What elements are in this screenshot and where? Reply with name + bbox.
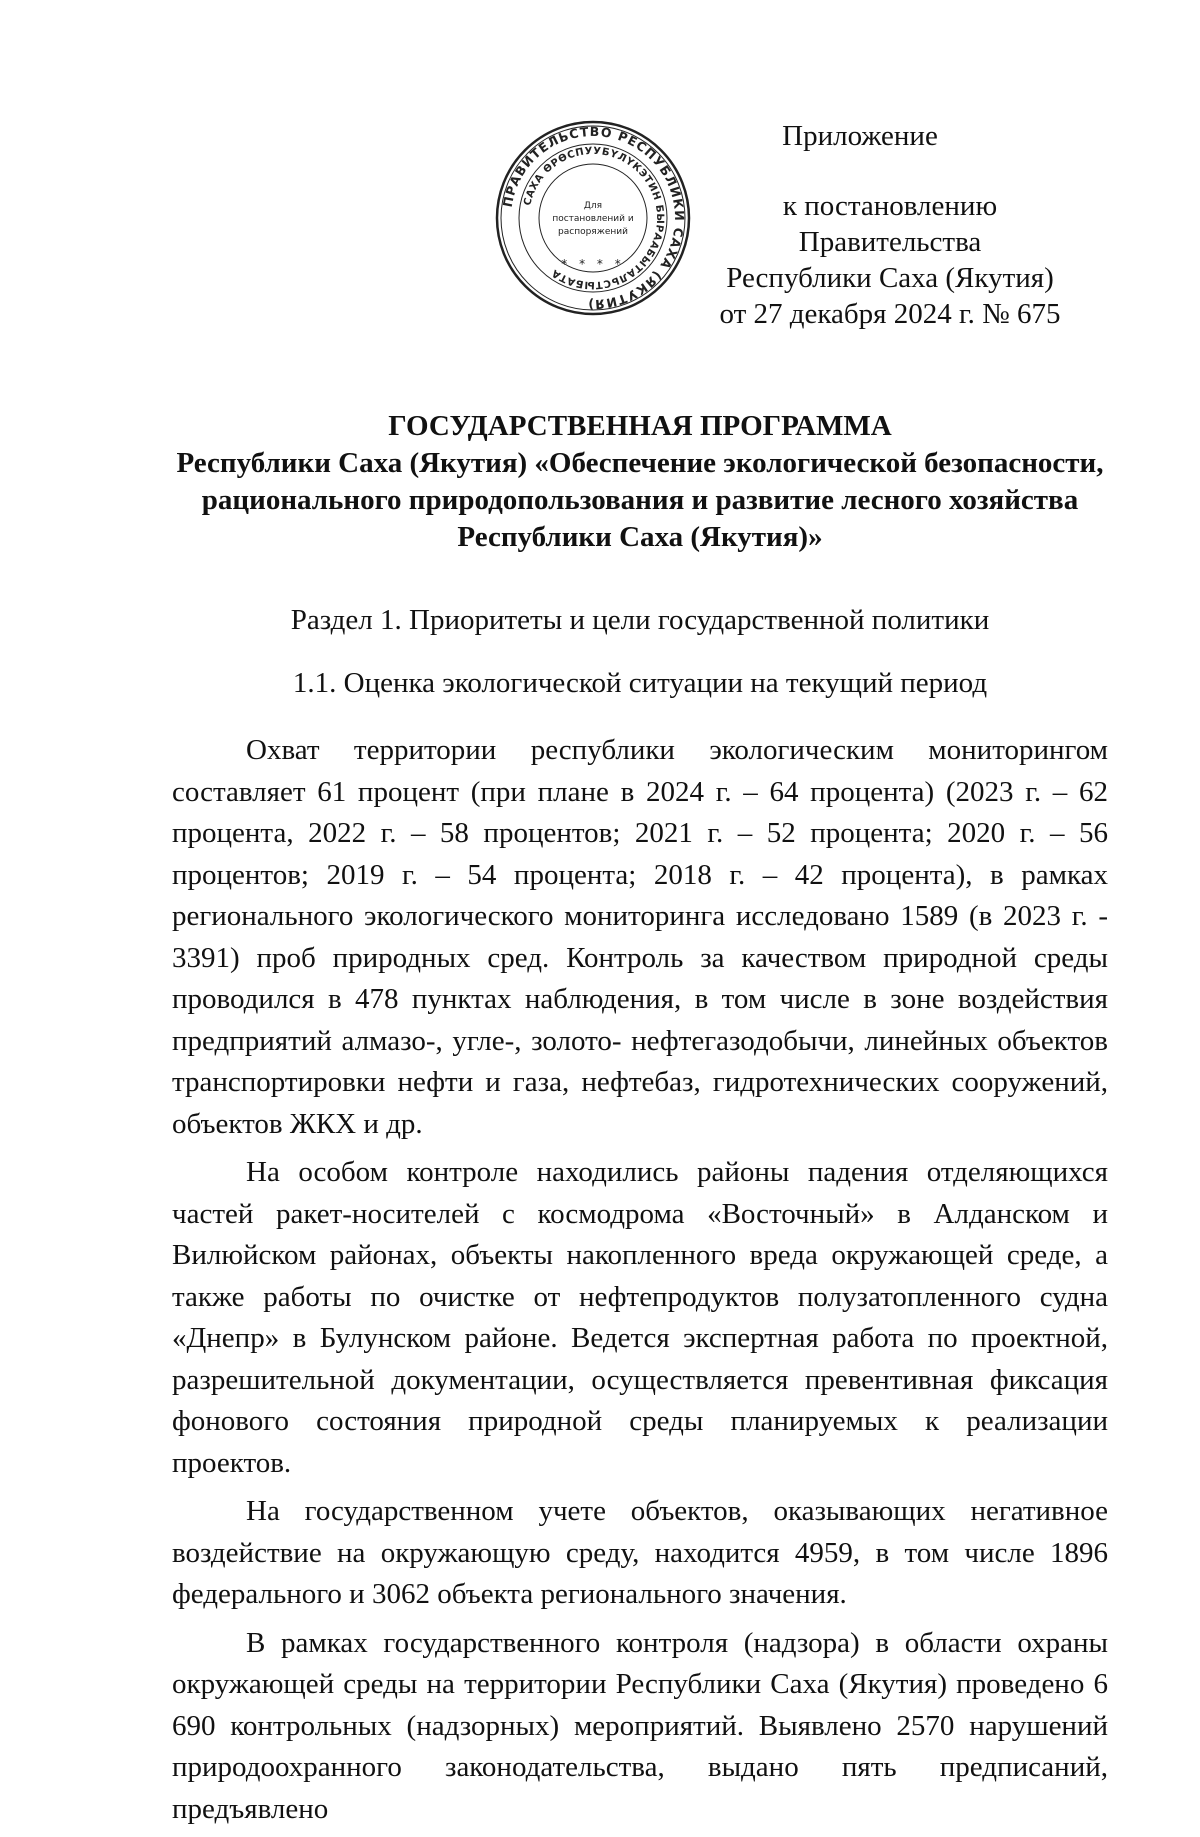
program-title-line-3: рационального природопользования и развитие лесного хозяйства xyxy=(201,484,1079,516)
program-title-line-2: Республики Саха (Якутия) «Обеспечение экологической безопасности, xyxy=(176,447,1104,479)
appendix-line-1: к постановлению Правительства xyxy=(782,190,998,258)
seal-inner-text: САХА ӨРӨСПУУБҮЛҮКЭТИН БЫРААБЫТАЛЬСТЫБАТА xyxy=(522,145,666,291)
paragraph-4: В рамках государственного контроля (надзора) в области охраны окружающей среды на территории Республики Саха (Якутия) проведено 6 690 контрольных (надзорных) мероприятий. Выявлено 2570 нарушений природоохранного законодательства, выдано пять предписаний, предъявлено xyxy=(172,1626,1108,1825)
section-1-heading: Раздел 1. Приоритеты и цели государственной политики xyxy=(290,604,990,636)
paragraph-2: На особом контроле находились районы падения отделяющихся частей ракет-носителей с космодрома «Восточный» в Алданском и Вилюйском районах, объекты накопленного вреда окружающей среде, а также работы по очистке от нефтепродуктов полузатопленного судна «Днепр» в Булунском районе. Ведется экспертная работа по проектной, разрешительной документации, осуществляется превентивная фиксация фонового состояния природной среды планируемых к реализации проектов. xyxy=(172,1156,1108,1479)
appendix-line-2: Республики Саха (Якутия) xyxy=(726,262,1054,294)
appendix-block xyxy=(690,118,1090,332)
seal-center-line-1: Для xyxy=(583,201,603,211)
appendix-title: Приложение xyxy=(782,120,938,152)
body-text xyxy=(172,730,1108,1837)
program-title xyxy=(170,408,1110,556)
seal-stars: * * * * xyxy=(561,257,625,271)
program-title-line-1: ГОСУДАРСТВЕННАЯ ПРОГРАММА xyxy=(388,410,892,442)
seal-center-line-3: распоряжений xyxy=(558,227,628,237)
seal-center-line-2: постановлений и xyxy=(552,214,634,224)
seal-outer-text: ПРАВИТЕЛЬСТВО РЕСПУБЛИКИ САХА (ЯКУТИЯ) xyxy=(499,123,688,313)
paragraph-1: Охват территории республики экологическим мониторингом составляет 61 процент (при плане в 2024 г. – 64 процента) (2023 г. – 62 процента, 2022 г. – 58 процентов; 2021 г. – 52 процента; 2020 г. – 56 процентов; 2019 г. – 54 процента; 2018 г. – 42 процента), в рамках регионального экологического мониторинга исследовано 1589 (в 2023 г. - 3391) проб природных сред. Контроль за качеством природной среды проводился в 478 пунктах наблюдения, в том числе в зоне воздействия предприятий алмазо-, угле-, золото- нефтегазодобычи, линейных объектов транспортировки нефти и газа, нефтебаз, гидротехнических сооружений, объектов ЖКХ и др. xyxy=(172,734,1108,1140)
appendix-line-3: от 27 декабря 2024 г. № 675 xyxy=(719,298,1061,330)
section-1-1-heading: 1.1. Оценка экологической ситуации на текущий период xyxy=(292,667,988,699)
paragraph-3: На государственном учете объектов, оказывающих негативное воздействие на окружающую среду, находится 4959, в том числе 1896 федерального и 3062 объекта регионального значения. xyxy=(172,1495,1108,1610)
program-title-line-4: Республики Саха (Якутия)» xyxy=(457,521,823,553)
